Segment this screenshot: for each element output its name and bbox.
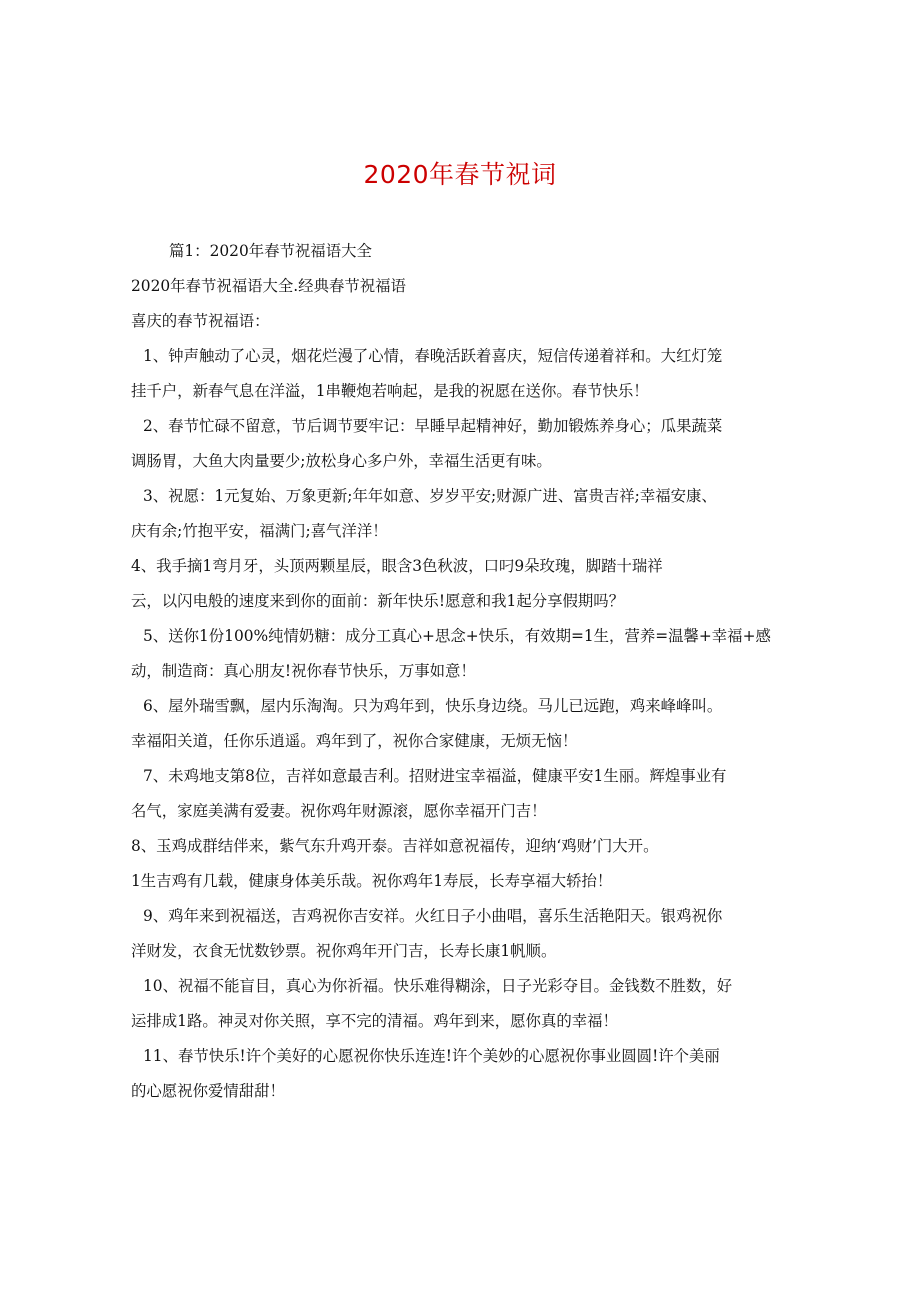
paragraph-line: 3、祝愿：1元复始、万象更新;年年如意、岁岁平安;财源广进、富贵吉祥;幸福安康、 xyxy=(143,487,717,505)
paragraph-line: 6、屋外瑞雪飘，屋内乐淘淘。只为鸡年到，快乐身边绕。马儿已远跑，鸡来峰峰叫。 xyxy=(143,697,723,715)
paragraph-line: 11、春节快乐!许个美好的心愿祝你快乐连连!许个美妙的心愿祝你事业圆圆!许个美丽 xyxy=(143,1047,720,1065)
document-body xyxy=(131,236,795,1111)
paragraph-line: 9、鸡年来到祝福送，吉鸡祝你吉安祥。火红日子小曲唱，喜乐生活艳阳天。银鸡祝你 xyxy=(143,907,723,925)
paragraph-line: 1生吉鸡有几载，健康身体美乐哉。祝你鸡年1寿辰，长寿享福大轿抬！ xyxy=(131,872,613,890)
document-title: 2020年春节祝词 xyxy=(363,160,557,189)
paragraph-line: 动，制造商：真心朋友!祝你春节快乐，万事如意！ xyxy=(131,662,476,680)
paragraph-line: 4、我手摘1弯月牙，头顶两颗星辰，眼含3色秋波，口叼9朵玫瑰，脚踏十瑞祥 xyxy=(131,557,663,575)
paragraph-line: 运排成1路。神灵对你关照，享不完的清福。鸡年到来，愿你真的幸福！ xyxy=(131,1012,618,1030)
paragraph-line: 名气，家庭美满有爱妻。祝你鸡年财源滚，愿你幸福开门吉！ xyxy=(131,802,547,820)
paragraph-line: 洋财发，衣食无忧数钞票。祝你鸡年开门吉，长寿长康1帆顺。 xyxy=(131,942,557,960)
subtitle-line: 2020年春节祝福语大全.经典春节祝福语 xyxy=(131,277,406,295)
paragraph-line: 云，以闪电般的速度来到你的面前：新年快乐!愿意和我1起分享假期吗？ xyxy=(131,592,625,610)
paragraph-line: 庆有余;竹抱平安，福满门;喜气洋洋！ xyxy=(131,522,388,540)
paragraph-line: 8、玉鸡成群结伴来，紫气东升鸡开泰。吉祥如意祝福传，迎纳‘鸡财’门大开。 xyxy=(131,837,659,855)
paragraph-line: 7、未鸡地支第8位，吉祥如意最吉利。招财进宝幸福溢，健康平安1生丽。辉煌事业有 xyxy=(143,767,727,785)
paragraph-line: 的心愿祝你爱情甜甜！ xyxy=(131,1082,285,1100)
intro-line: 喜庆的春节祝福语： xyxy=(131,312,270,330)
paragraph-line: 调肠胃，大鱼大肉量要少;放松身心多户外，幸福生活更有味。 xyxy=(131,452,552,470)
paragraph-line: 幸福阳关道，任你乐逍遥。鸡年到了，祝你合家健康，无烦无恼！ xyxy=(131,732,578,750)
paragraph-line: 10、祝福不能盲目，真心为你祈福。快乐难得糊涂，日子光彩夺目。金钱数不胜数，好 xyxy=(143,977,733,995)
paragraph-line: 挂千户，新春气息在洋溢，1串鞭炮若响起，是我的祝愿在送你。春节快乐！ xyxy=(131,382,649,400)
section-heading: 篇1：2020年春节祝福语大全 xyxy=(169,242,372,260)
paragraph-line: 2、春节忙碌不留意，节后调节要牢记：早睡早起精神好，勤加锻炼养身心；瓜果蔬菜 xyxy=(143,417,723,435)
paragraph-line: 5、送你1份100%纯情奶糖：成分工真心+思念+快乐，有效期=1生，营养=温馨+幸福+感 xyxy=(143,627,771,645)
paragraph-line: 1、钟声触动了心灵，烟花烂漫了心情，春晚活跃着喜庆，短信传递着祥和。大红灯笼 xyxy=(143,347,723,365)
